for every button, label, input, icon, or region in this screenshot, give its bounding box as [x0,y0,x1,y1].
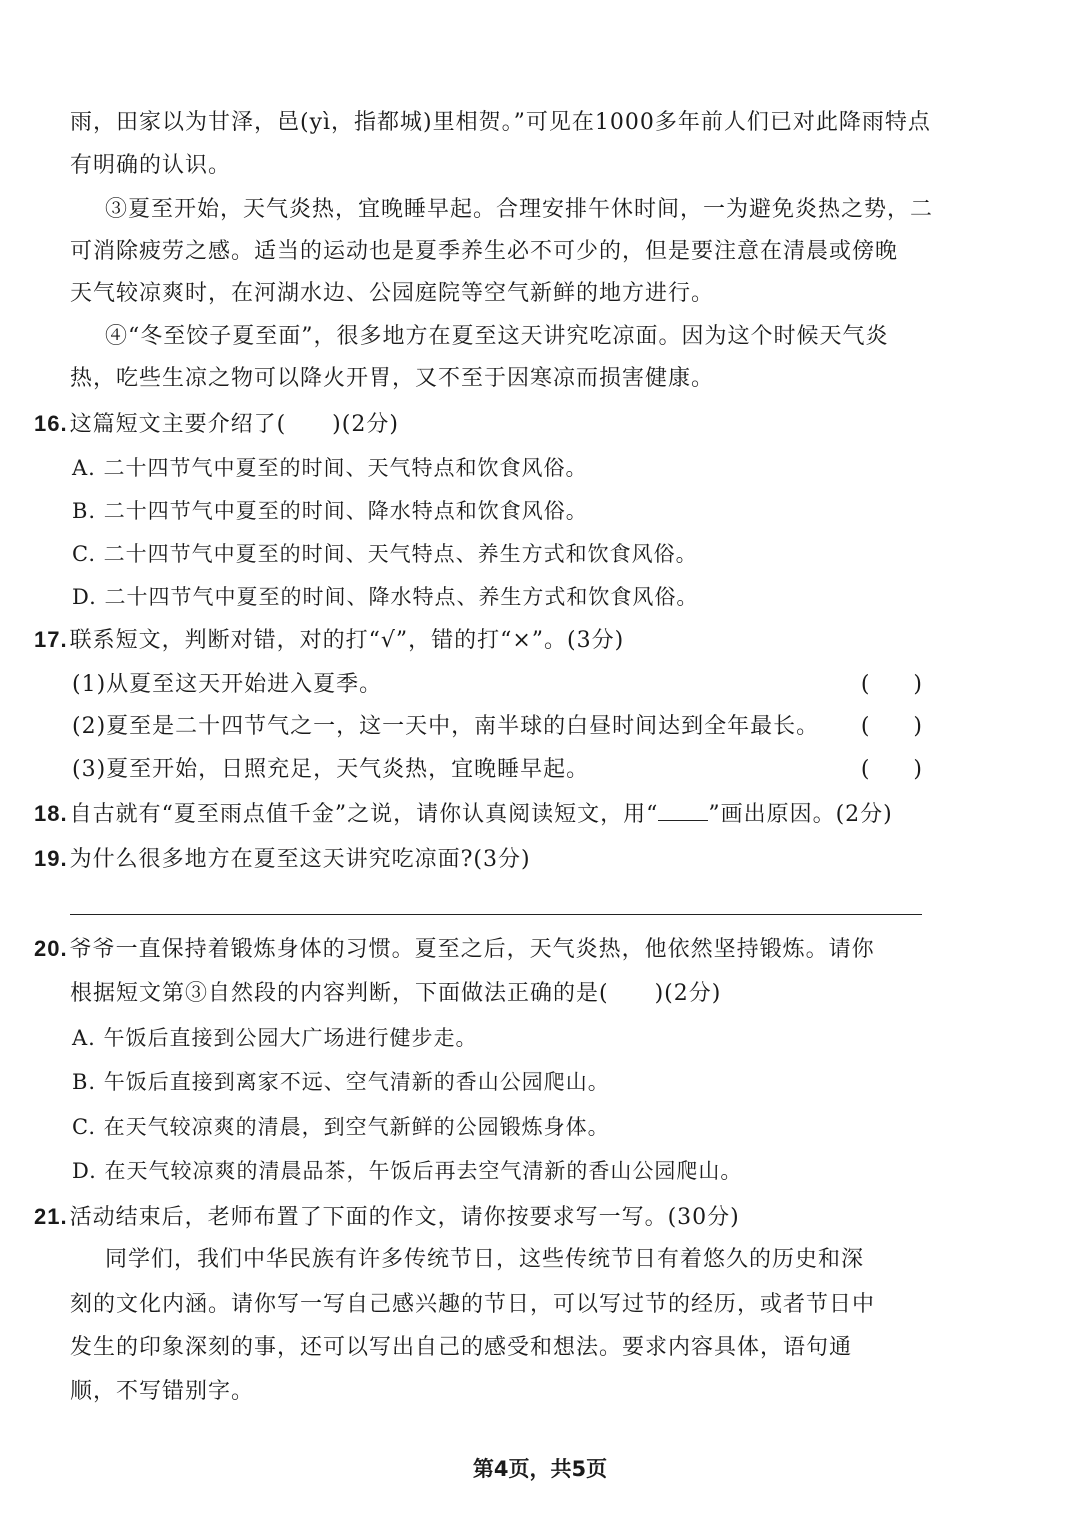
question-21 [34,1202,886,1233]
judgement-item-2: (2)夏至是二十四节气之一，这一天中，南半球的白昼时间达到全年最长。 [72,714,820,739]
page-number: 第4页，共5页 [472,1457,608,1481]
question-20 [34,934,886,965]
option-a[interactable]: A. 二十四节气中夏至的时间、天气特点和饮食风俗。 [72,456,588,480]
question-20-line: 根据短文第③自然段的内容判断，下面做法正确的是( )(2分) [70,981,722,1006]
option-c[interactable]: C. 二十四节气中夏至的时间、天气特点、养生方式和饮食风俗。 [72,542,698,566]
question-text: 联系短文，判断对错，对的打“√”，错的打“×”。(3分) [69,628,625,653]
passage-line: 有明确的认识。 [70,153,232,178]
judgement-item-3: (3)夏至开始，日照充足，天气炎热，宜晚睡早起。 [72,757,590,782]
question-number: 20. [34,936,68,961]
paragraph-4-line: ④“冬至饺子夏至面”，很多地方在夏至这天讲究吃凉面。因为这个时候天气炎 [105,324,889,349]
question-number: 21. [34,1204,68,1229]
paragraph-3-line: 可消除疲劳之感。适当的运动也是夏季养生必不可少的，但是要注意在清晨或傍晚 [70,239,899,264]
question-number: 19. [34,846,68,871]
option-a[interactable]: A. 午饭后直接到公园大广场进行健步走。 [72,1026,478,1050]
question-17 [34,625,886,656]
question-text: 活动结束后，老师布置了下面的作文，请你按要求写一写。(30分) [69,1205,740,1230]
option-c[interactable]: C. 在天气较凉爽的清晨，到空气新鲜的公园锻炼身体。 [72,1115,610,1139]
question-18 [34,799,893,830]
question-19 [34,844,886,875]
answer-paren[interactable]: ( ) [860,714,922,739]
option-d[interactable]: D. 二十四节气中夏至的时间、降水特点、养生方式和饮食风俗。 [72,585,699,609]
passage-line: 雨，田家以为甘泽，邑(yì，指都城)里相贺。”可见在1000多年前人们已对此降雨特点 [70,110,931,135]
essay-prompt-line: 发生的印象深刻的事，还可以写出自己的感受和想法。要求内容具体，语句通 [70,1335,853,1360]
answer-line[interactable] [70,914,922,915]
answer-paren[interactable]: ( ) [860,672,922,697]
question-number: 17. [34,627,68,652]
question-16 [34,409,886,440]
underline-mark [658,800,708,821]
question-text: 为什么很多地方在夏至这天讲究吃凉面?(3分) [69,847,531,872]
judgement-item-1: (1)从夏至这天开始进入夏季。 [72,672,383,697]
question-text: 爷爷一直保持着锻炼身体的习惯。夏至之后，天气炎热，他依然坚持锻炼。请你 [69,937,875,962]
essay-prompt-line: 刻的文化内涵。请你写一写自己感兴趣的节日，可以写过节的经历，或者节日中 [70,1292,876,1317]
option-b[interactable]: B. 二十四节气中夏至的时间、降水特点和饮食风俗。 [72,499,588,523]
paragraph-4-line: 热，吃些生凉之物可以降火开胃，又不至于因寒凉而损害健康。 [70,366,715,391]
option-b[interactable]: B. 午饭后直接到离家不远、空气清新的香山公园爬山。 [72,1070,610,1094]
paragraph-3-line: ③夏至开始，天气炎热，宜晚睡早起。合理安排午休时间，一为避免炎热之势，二 [105,197,934,222]
question-text: 这篇短文主要介绍了( )(2分) [69,412,399,437]
essay-prompt-line: 同学们，我们中华民族有许多传统节日，这些传统节日有着悠久的历史和深 [105,1247,865,1272]
answer-paren[interactable]: ( ) [860,757,922,782]
paragraph-3-line: 天气较凉爽时，在河湖水边、公园庭院等空气新鲜的地方进行。 [70,281,715,306]
question-number: 18. [34,801,68,826]
option-d[interactable]: D. 在天气较凉爽的清晨品茶，午饭后再去空气清新的香山公园爬山。 [72,1159,743,1183]
question-text: ”画出原因。(2分) [708,802,893,827]
question-text: 自古就有“夏至雨点值千金”之说，请你认真阅读短文，用“ [69,802,659,827]
essay-prompt-line: 顺，不写错别字。 [70,1379,255,1404]
question-number: 16. [34,411,68,436]
